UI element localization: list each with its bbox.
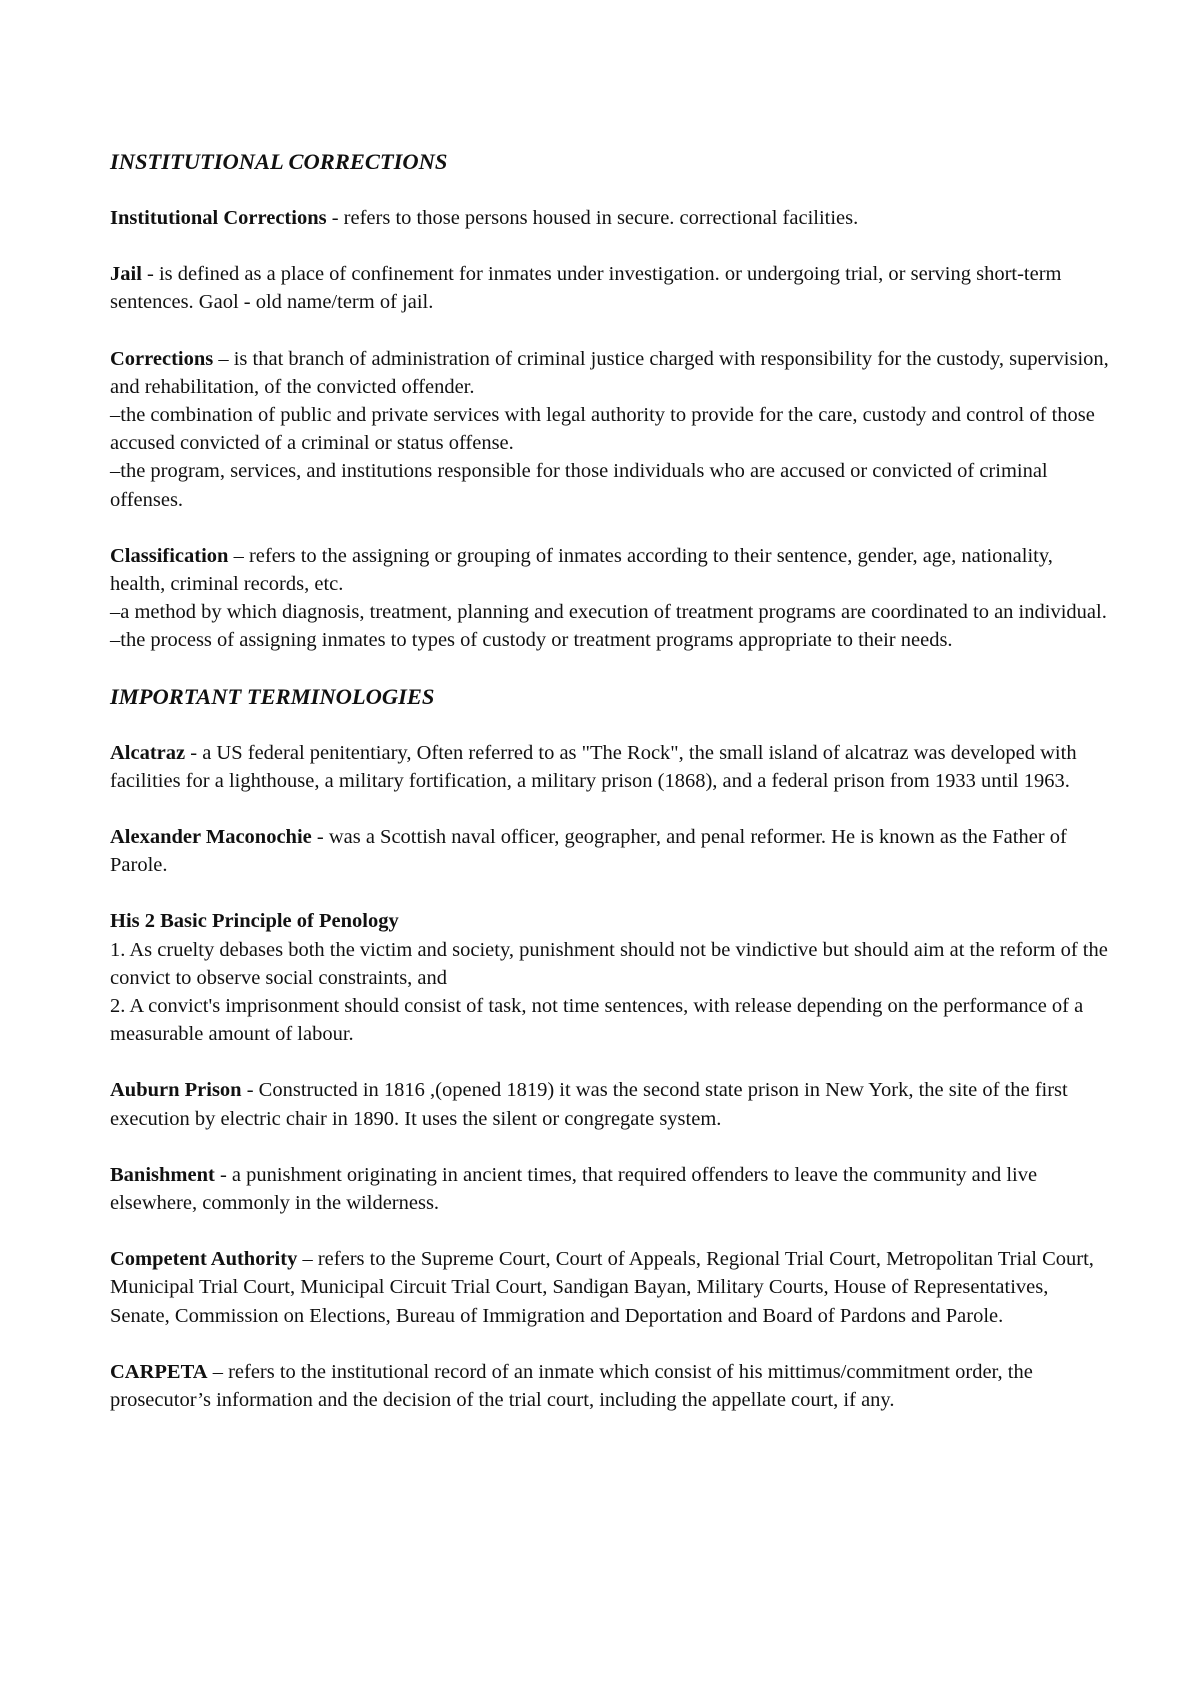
definition-text [110, 739, 1110, 795]
terms-more-section [110, 1076, 1110, 1414]
definition-block [110, 1076, 1110, 1132]
definition-text [110, 1358, 1110, 1414]
definition-body: –the combination of public and private services with legal authority to provide for the care, custody and control of those accused convicted of a criminal or status offense. [110, 404, 1095, 455]
definition-text [110, 204, 1110, 232]
definition-block [110, 823, 1110, 879]
definition-text [110, 260, 1110, 316]
definition-body: – refers to the institutional record of an inmate which consist of his mittimus/commitment order, the prosecutor’s information and the decision of the trial court, including the appellate court, if any. [110, 1360, 1033, 1412]
definition-body: –the program, services, and institutions responsible for those individuals who are accused or convicted of criminal offenses. [110, 460, 1048, 511]
definition-body: - was a Scottish naval officer, geographer, and penal reformer. He is known as the Father of Parole. [110, 826, 1067, 877]
definition-block [110, 1358, 1110, 1414]
principles-heading: His 2 Basic Principle of Penology [110, 910, 399, 933]
definition-body: - refers to those persons housed in secure. correctional facilities. [326, 207, 859, 229]
definition-term: Competent Authority [110, 1248, 298, 1271]
definition-text [110, 345, 1110, 401]
definition-body: –a method by which diagnosis, treatment, planning and execution of treatment programs are coordinated to an individual. [110, 601, 1107, 624]
definition-term: Classification [110, 544, 229, 567]
principles-block [110, 907, 1110, 1048]
definition-body: - a US federal penitentiary, Often referred to as "The Rock", the small island of alcatraz was developed with facilities for a lighthouse, a military fortification, a military prison (1868), and a federal prison from 1933 until 1963. [110, 741, 1077, 792]
definition-block [110, 739, 1110, 795]
definition-block [110, 345, 1110, 514]
definition-term: Banishment [110, 1163, 215, 1186]
definition-block [110, 542, 1110, 655]
definition-text [110, 1161, 1110, 1217]
document-title: INSTITUTIONAL CORRECTIONS [110, 149, 448, 174]
definition-continuation [110, 626, 1110, 654]
principle-item: 2. A convict's imprisonment should consist of task, not time sentences, with release depending on the performance of a measurable amount of labour. [110, 995, 1084, 1046]
definition-body: – is that branch of administration of criminal justice charged with responsibility for the custody, supervision, and rehabilitation, of the convicted offender. [110, 347, 1109, 398]
definition-block [110, 1161, 1110, 1217]
definition-continuation [110, 598, 1110, 626]
definition-block [110, 260, 1110, 316]
definition-body: – refers to the Supreme Court, Court of Appeals, Regional Trial Court, Metropolitan Trial Court, Municipal Trial Court, Municipal Circuit Trial Court, Sandigan Bayan, Military Courts, House of Representatives, Senate, Commission on Elections, Bureau of Immigration and Deportation and Board of Pardons and Parole. [110, 1248, 1094, 1327]
document-page [110, 140, 1110, 1414]
definition-term: Alcatraz [110, 741, 186, 764]
definition-term: Institutional Corrections [110, 207, 327, 229]
definition-term: CARPETA [110, 1360, 208, 1383]
definition-body: – refers to the assigning or grouping of inmates according to their sentence, gender, age, nationality, health, criminal records, etc. [110, 544, 1053, 596]
definition-term: Jail [110, 263, 142, 286]
principle-item: 1. As cruelty debases both the victim and society, punishment should not be vindictive but should aim at the reform of the convict to observe social constraints, and [110, 938, 1108, 989]
definition-term: Corrections [110, 347, 214, 370]
definition-body: –the process of assigning inmates to types of custody or treatment programs appropriate to their needs. [110, 629, 953, 652]
section-title: IMPORTANT TERMINOLOGIES [110, 683, 435, 709]
definition-body: - Constructed in 1816 ,(opened 1819) it was the second state prison in New York, the site of the first execution by electric chair in 1890. It uses the silent or congregate system. [110, 1079, 1068, 1130]
definition-body: - is defined as a place of confinement for inmates under investigation. or undergoing trial, or serving short-term sentences. Gaol - old name/term of jail. [110, 263, 1062, 314]
definition-continuation [110, 457, 1110, 513]
definition-text [110, 1245, 1110, 1330]
definition-block [110, 204, 1110, 232]
definition-text [110, 823, 1110, 879]
definition-body: - a punishment originating in ancient times, that required offenders to leave the community and live elsewhere, commonly in the wilderness. [110, 1163, 1038, 1215]
definition-text [110, 542, 1110, 598]
definition-block [110, 1245, 1110, 1330]
definition-term: Alexander Maconochie [110, 826, 312, 849]
terms-section [110, 739, 1110, 880]
definition-text [110, 1076, 1110, 1132]
intro-section [110, 204, 1110, 655]
section-title-block [110, 683, 1110, 711]
definition-continuation [110, 401, 1110, 457]
definition-term: Auburn Prison [110, 1079, 242, 1102]
